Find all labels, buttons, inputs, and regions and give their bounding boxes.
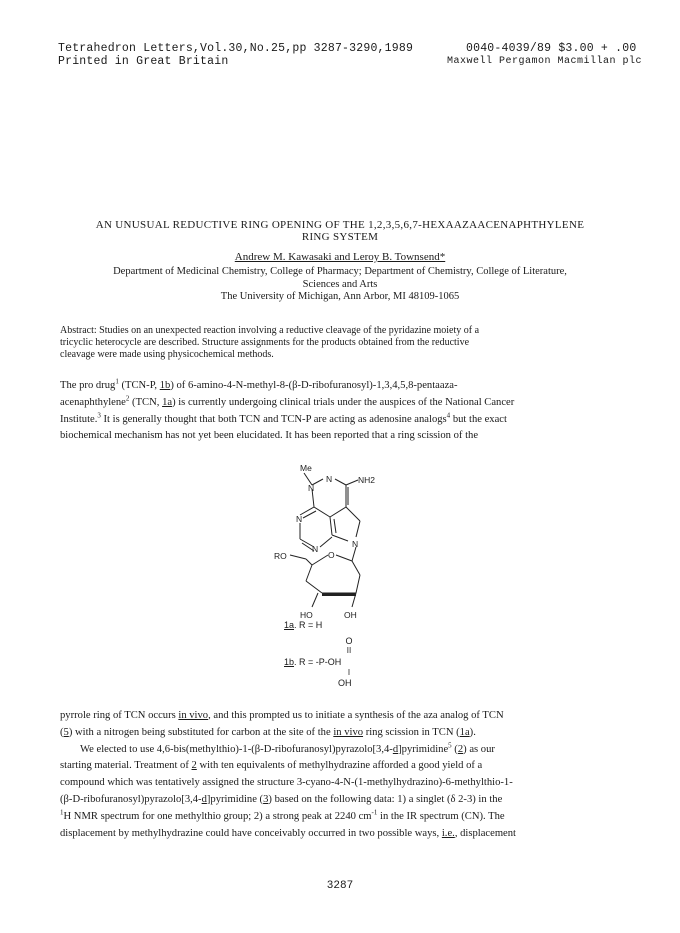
phosphate-oh: OH [338,678,352,688]
compound-legend [284,620,322,631]
body-line: displacement by methylhydrazine could have conceivably occurred in two possible ways, i.e., displacement [60,827,517,839]
phosphate-oxygen: O [345,636,353,646]
body-line: We elected to use 4,6-bis(methylthio)-1-(β-D-ribofuranosyl)pyrazolo[3,4-d]pyrimidine$^5$ (2) as our [80,741,495,755]
ro-label: RO [274,551,287,561]
phosphate-double-bond: II [346,646,352,655]
body-line: The pro drug$^1$ (TCN-P, 1b) of 6-amino-4-N-methyl-8-(β-D-ribofuranosyl)-1,3,4,5,8-pentaaza- [60,377,458,391]
n-label: N [352,539,359,549]
affiliation [40,266,640,304]
ring-oxygen-label: O [328,550,335,560]
abstract-line-3: cleavage were made using physicochemical methods. [60,349,274,360]
abstract [60,325,630,361]
compound-1b: 1b. R = -P-OH [284,657,342,667]
compound-1a: 1a. R = H [284,620,323,630]
printed-in: Printed in Great Britain [58,55,229,68]
abstract-line-1: Abstract: Studies on an unexpected reaction involving a reductive cleavage of the pyridazine moiety of a [60,325,480,336]
tcn-structure [260,455,420,685]
body-line: compound which was tentatively assigned the structure 3-cyano-4-N-(1-methylhydrazino)-6-methylthio-1- [60,777,513,789]
phosphate-single-bond: I [347,668,351,677]
body-line: starting material. Treatment of 2 with ten equivalents of methylhydrazine afforded a good yield of a [60,760,483,772]
title-line-2: RING SYSTEM [301,231,379,243]
n-label: N [326,474,333,484]
title-line-1: AN UNUSUAL REDUCTIVE RING OPENING OF THE 1,2,3,5,6,7-HEXAAZAACENAPHTHYLENE [95,219,585,231]
page-number: 3287 [326,880,354,892]
body-line: Institute.$^3$ It is generally thought that both TCN and TCN-P are acting as adenosine analogs$^4$ but the exact [60,411,507,425]
n-label: N [308,483,315,493]
intro-paragraph [60,378,635,445]
affiliation-line-2: Sciences and Arts [302,278,378,290]
affiliation-line-1: Department of Medicinal Chemistry, College of Pharmacy; Department of Chemistry, College of Literature, [113,266,567,277]
publisher: Maxwell Pergamon Macmillan plc [447,56,643,67]
oh-label: OH [344,610,357,620]
affiliation-line-3: The University of Michigan, Ann Arbor, MI 48109-1065 [220,291,460,302]
body-line: (5) with a nitrogen being substituted for carbon at the site of the in vivo ring scission in TCN (1a). [60,726,476,738]
article-code: 0040-4039/89 $3.00 + .00 [466,42,637,55]
n-label: N [312,544,319,554]
n-label: N [296,514,303,524]
synthesis-paragraph [60,708,640,842]
body-line: biochemical mechanism has not yet been elucidated. It has been reported that a ring scission of the [60,430,479,442]
body-line: (β-D-ribofuranosyl)pyrazolo[3,4-d]pyrimidine (3) based on the following data: 1) a singlet (δ 2-3) in the [60,793,503,805]
nh2-label: NH2 [358,475,376,485]
body-line: acenaphthylene$^2$ (TCN, 1a) is currently undergoing clinical trials under the auspices of the National Cancer [60,394,515,408]
abstract-line-2: tricyclic heterocycle are described. Structure assignments for the products obtained from the reductive [60,337,470,348]
ho-label: HO [300,610,313,620]
journal-citation: Tetrahedron Letters,Vol.30,No.25,pp 3287-3290,1989 [58,42,414,55]
methyl-label: Me [300,463,312,473]
body-line: pyrrole ring of TCN occurs in vivo, and this prompted us to initiate a synthesis of the aza analog of TCN [60,710,504,721]
body-line: $^1$H NMR spectrum for one methylthio group; 2) a strong peak at 2240 $cm^{-1}$ in the IR spectrum (CN). The [60,808,505,822]
authors: Andrew M. Kawasaki and Leroy B. Townsend* [234,251,446,263]
